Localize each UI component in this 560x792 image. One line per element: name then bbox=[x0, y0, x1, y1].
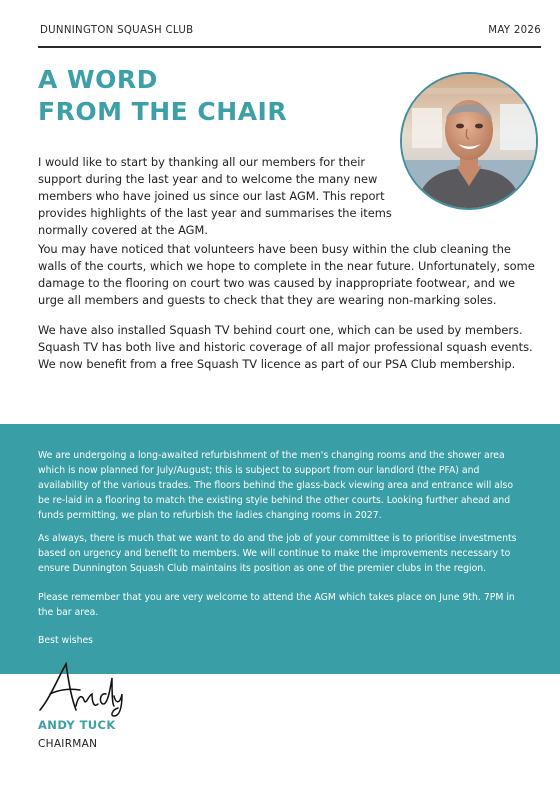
page-title bbox=[38, 64, 287, 128]
portrait-image bbox=[402, 74, 536, 208]
club-name: DUNNINGTON SQUASH CLUB bbox=[40, 25, 194, 36]
best-wishes: Best wishes bbox=[38, 635, 94, 646]
chair-role: CHAIRMAN bbox=[38, 738, 98, 750]
issue-date: MAY 2026 bbox=[488, 25, 541, 36]
teal-content-band bbox=[0, 424, 560, 674]
signature-image bbox=[36, 660, 126, 718]
intro-paragraph-2: You may have noticed that volunteers have been busy within the club cleaning the walls of the courts, which we hope to complete in the near future. Unfortunately, some damage to the flooring on court two was caused by inappropriate footwear, and we urge all members and guests to check that they are wearing non-marking soles. bbox=[38, 242, 535, 307]
band-paragraph-2: As always, there is much that we want to do and the job of your committee is to prioritise investments based on urgency and benefit to members. We will continue to make the improvements necessary to ensure Dunnington Squash Club maintains its position as one of the premier clubs in the region. bbox=[38, 533, 517, 574]
header-bar bbox=[38, 24, 541, 48]
handwritten-signature bbox=[36, 660, 126, 722]
band-paragraph-1: We are undergoing a long-awaited refurbishment of the men's changing rooms and the shower area which is now planned for July/August; this is subject to support from our landlord (the PFA) and availability of the various trades. The floors behind the glass-back viewing area and entrance will also be re-laid in a flooring to match the existing style behind the other courts. Looking further ahead and funds permitting, we plan to refurbish the ladies changing rooms in 2027. bbox=[38, 450, 514, 521]
band-paragraph-3: Please remember that you are very welcome to attend the AGM which takes place on June 9th. 7PM in the bar area. bbox=[38, 592, 515, 618]
intro-paragraph-1: I would like to start by thanking all our members for their support during the last year and to welcome the many new members who have joined us since our last AGM. This report provides highlights of the last year and summarises the items normally covered at the AGM. bbox=[38, 155, 392, 237]
intro-paragraph-3: We have also installed Squash TV behind court one, which can be used by members. Squash TV has both live and historic coverage of all major professional squash events. We now benefit from a free Squash TV licence as part of our PSA Club membership. bbox=[38, 323, 533, 371]
chair-name: ANDY TUCK bbox=[38, 718, 116, 732]
title-line-1: A WORD bbox=[38, 65, 158, 94]
chair-portrait bbox=[400, 72, 538, 210]
title-line-2: FROM THE CHAIR bbox=[38, 97, 288, 126]
